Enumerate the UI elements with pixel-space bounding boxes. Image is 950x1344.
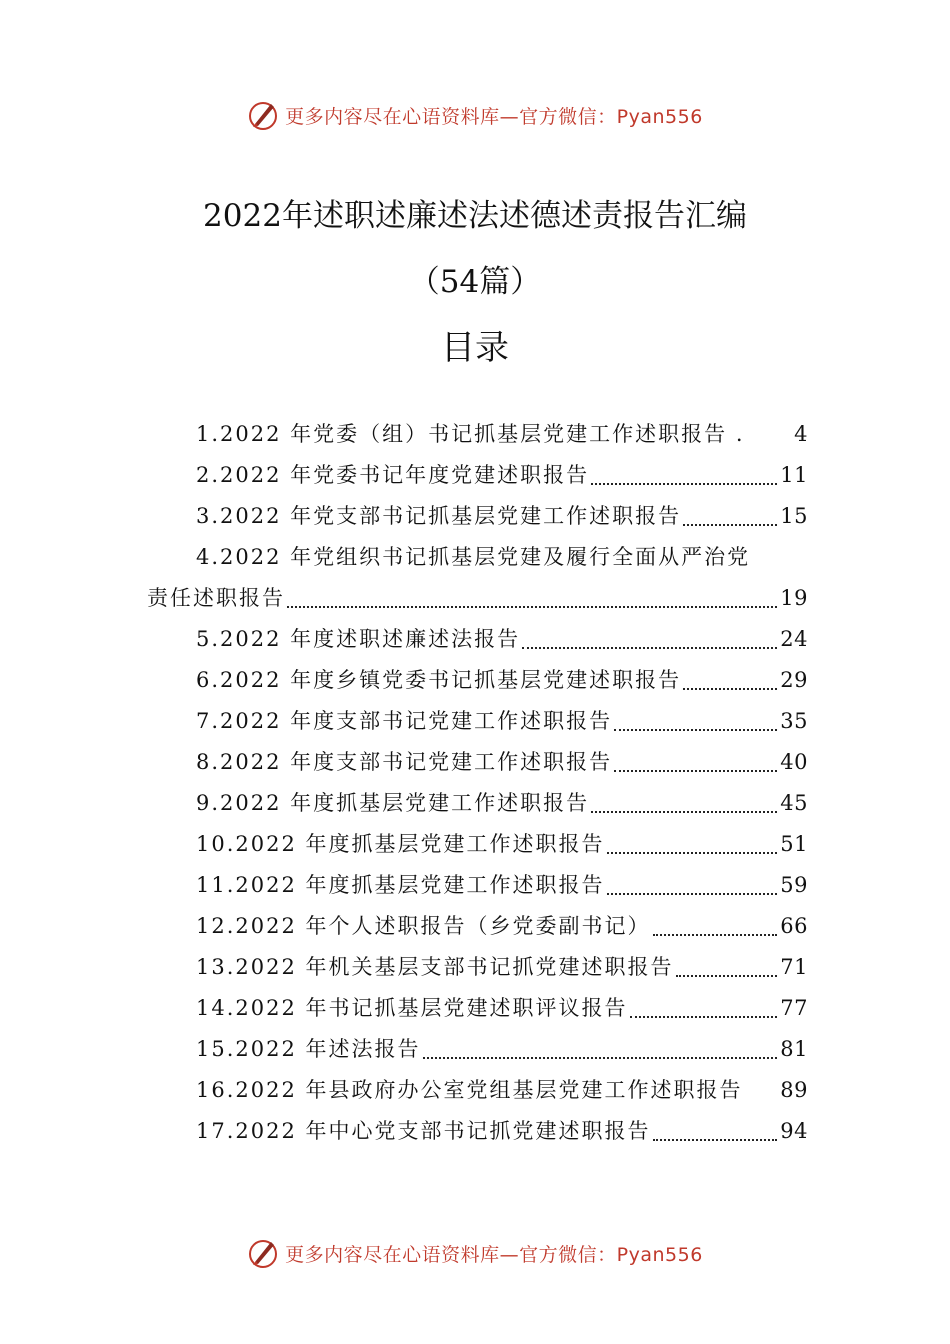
banner-text: 更多内容尽在心语资料库—官方微信：Pyan556	[285, 1243, 703, 1266]
toc-entry-label: 17.2022 年中心党支部书记抓党建述职报告	[196, 1119, 651, 1143]
toc-entry-page: 35	[780, 709, 808, 733]
toc-entry-label: 5.2022 年度述职述廉述法报告	[196, 627, 521, 651]
toc-entry-label: 11.2022 年度抓基层党建工作述职报告	[196, 873, 605, 897]
toc-entry-label: 16.2022 年县政府办公室党组基层党建工作述职报告	[196, 1078, 743, 1102]
toc-leader-dots	[653, 1139, 778, 1141]
toc-entry[interactable]	[196, 619, 808, 660]
toc-entry-label: 14.2022 年书记抓基层党建述职评议报告	[196, 996, 628, 1020]
table-of-contents	[0, 414, 950, 1152]
toc-entry-label: 13.2022 年机关基层支部书记抓党建述职报告	[196, 955, 674, 979]
toc-entry[interactable]	[196, 496, 808, 537]
toc-entry-page: 24	[780, 627, 808, 651]
toc-leader-dots	[630, 1016, 778, 1018]
toc-entry[interactable]	[196, 865, 808, 906]
toc-entry-page: 51	[780, 832, 808, 856]
toc-leader-dots	[591, 483, 777, 485]
toc-entry-continued[interactable]	[147, 578, 808, 619]
toc-entry[interactable]	[196, 1029, 808, 1070]
toc-entry-page: 11	[780, 463, 808, 487]
toc-leader-dots	[676, 975, 778, 977]
toc-entry[interactable]	[196, 1070, 808, 1111]
toc-entry-page: 59	[780, 873, 808, 897]
toc-entry[interactable]	[196, 988, 808, 1029]
toc-entry-label: 7.2022 年度支部书记党建工作述职报告	[196, 709, 613, 733]
footer-banner	[0, 1233, 950, 1273]
toc-entry-label: 3.2022 年党支部书记抓基层党建工作述职报告	[196, 504, 682, 528]
document-subtitle: （54篇）	[408, 264, 542, 300]
toc-entry-label: 6.2022 年度乡镇党委书记抓基层党建述职报告	[196, 668, 682, 692]
toc-entry[interactable]	[196, 660, 808, 701]
toc-leader-dots	[287, 606, 777, 608]
toc-entry[interactable]	[196, 414, 808, 455]
toc-entry-label: 责任述职报告	[147, 586, 285, 610]
toc-leader-dots	[591, 811, 777, 813]
toc-entry-label: 1.2022 年党委（组）书记抓基层党建工作述职报告 .	[196, 422, 745, 446]
toc-entry-page: 15	[780, 504, 808, 528]
toc-leader-dots	[683, 688, 777, 690]
toc-entry[interactable]	[196, 455, 808, 496]
toc-leader-dots	[683, 524, 777, 526]
toc-entry-label: 2.2022 年党委书记年度党建述职报告	[196, 463, 590, 487]
toc-entry-page: 77	[780, 996, 808, 1020]
toc-leader-dots	[607, 852, 778, 854]
toc-entry-page: 89	[780, 1078, 808, 1102]
toc-leader-dots	[614, 770, 777, 772]
banner-text: 更多内容尽在心语资料库—官方微信：Pyan556	[285, 105, 703, 128]
toc-leader-dots	[423, 1057, 778, 1059]
toc-entry[interactable]	[196, 947, 808, 988]
toc-entry[interactable]	[196, 824, 808, 865]
toc-entry-page: 29	[780, 668, 808, 692]
toc-entry-page: 81	[780, 1037, 808, 1061]
toc-entry[interactable]	[196, 742, 808, 783]
toc-leader-dots	[522, 647, 777, 649]
toc-heading: 目录	[441, 328, 509, 368]
toc-entry-page: 45	[780, 791, 808, 815]
header-banner	[0, 95, 950, 135]
document-title: 2022年述职述廉述法述德述责报告汇编	[203, 198, 747, 234]
toc-entry-label: 8.2022 年度支部书记党建工作述职报告	[196, 750, 613, 774]
toc-entry-label: 4.2022 年党组织书记抓基层党建及履行全面从严治党	[196, 545, 751, 569]
toc-entry-page: 71	[780, 955, 808, 979]
toc-entry-page: 94	[780, 1119, 808, 1143]
toc-entry-label: 12.2022 年个人述职报告（乡党委副书记）	[196, 914, 651, 938]
toc-entry[interactable]	[196, 537, 808, 578]
toc-entry[interactable]	[196, 906, 808, 947]
toc-entry-page: 19	[780, 586, 808, 610]
toc-leader-dots	[607, 893, 778, 895]
toc-entry-label: 15.2022 年述法报告	[196, 1037, 421, 1061]
quill-pen-logo-icon	[247, 98, 281, 132]
toc-entry[interactable]	[196, 783, 808, 824]
toc-entry[interactable]	[196, 1111, 808, 1152]
toc-entry-label: 9.2022 年度抓基层党建工作述职报告	[196, 791, 590, 815]
toc-entry-page: 66	[780, 914, 808, 938]
toc-entry-label: 10.2022 年度抓基层党建工作述职报告	[196, 832, 605, 856]
quill-pen-logo-icon	[247, 1236, 281, 1270]
toc-entry-page: 40	[780, 750, 808, 774]
toc-entry[interactable]	[196, 701, 808, 742]
toc-leader-dots	[653, 934, 778, 936]
toc-entry-page: 4	[794, 422, 808, 446]
toc-leader-dots	[614, 729, 777, 731]
